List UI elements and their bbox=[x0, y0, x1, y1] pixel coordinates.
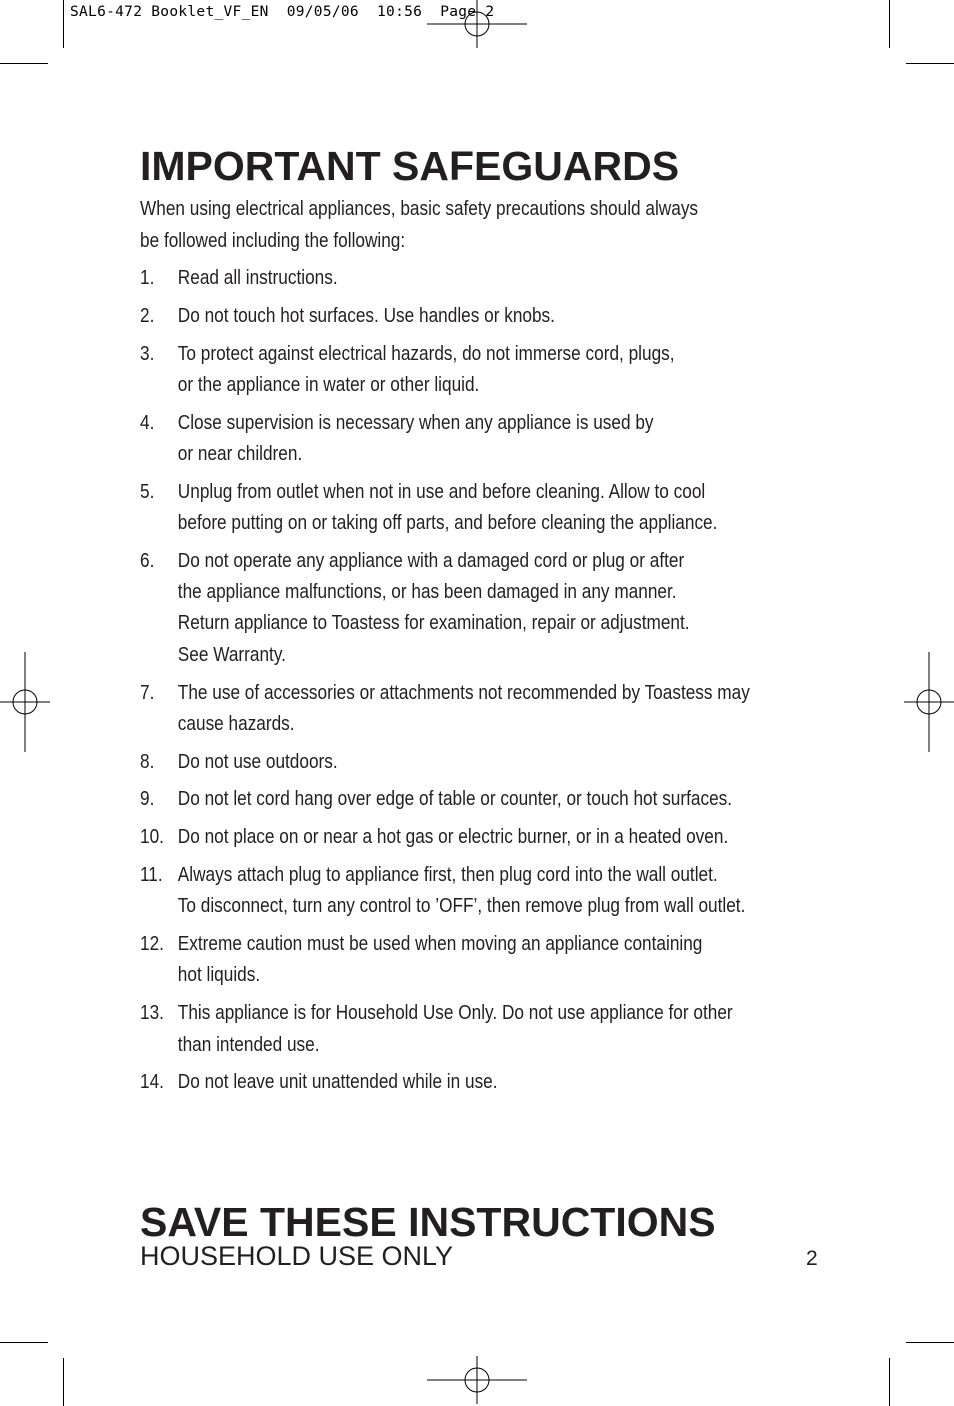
registration-mark-top-icon bbox=[427, 0, 527, 48]
list-item-number: 14. bbox=[140, 1070, 164, 1094]
crop-mark-top-right-horizontal bbox=[906, 63, 954, 64]
list-item-text: Extreme caution must be used when moving an appliance containing hot liquids. bbox=[177, 932, 703, 987]
list-item-number: 1. bbox=[140, 266, 155, 289]
household-use-line: HOUSEHOLD USE ONLY bbox=[140, 1241, 454, 1271]
registration-mark-bottom-icon bbox=[427, 1356, 527, 1404]
list-item-number: 6. bbox=[140, 548, 155, 572]
list-item-text: Always attach plug to appliance first, then plug cord into the wall outlet. To disconnect, turn any control to ’OFF’, then remove plug from wall outlet. bbox=[177, 863, 746, 918]
list-item-number: 10. bbox=[140, 825, 164, 849]
safeguards-list bbox=[140, 262, 812, 1104]
list-item bbox=[140, 476, 812, 539]
list-item bbox=[140, 859, 812, 922]
list-item bbox=[140, 262, 812, 293]
page-number: 2 bbox=[806, 1247, 818, 1270]
list-item-number: 11. bbox=[140, 863, 163, 887]
crop-mark-top-right-vertical bbox=[889, 0, 890, 48]
list-item-text: Do not place on or near a hot gas or electric burner, or in a heated oven. bbox=[177, 825, 729, 849]
registration-mark-left-icon bbox=[0, 652, 50, 752]
list-item-text: Unplug from outlet when not in use and before cleaning. Allow to cool before putting on or taking off parts, and before cleaning the appliance. bbox=[177, 479, 718, 535]
list-item-number: 9. bbox=[140, 787, 155, 811]
list-item-text: Do not use outdoors. bbox=[177, 749, 338, 773]
list-item-text: Do not leave unit unattended while in use. bbox=[177, 1070, 498, 1094]
page-title: IMPORTANT SAFEGUARDS bbox=[140, 143, 680, 189]
list-item-number: 4. bbox=[140, 410, 155, 434]
list-item-text: Do not operate any appliance with a damaged cord or plug or after the appliance malfunctions, or has been damaged in any manner. Return appliance to Toastess for examination, repair or adjustment. See Warranty. bbox=[177, 548, 690, 666]
list-item bbox=[140, 928, 812, 991]
list-item-text: This appliance is for Household Use Only. Do not use appliance for other than intended use. bbox=[177, 1001, 733, 1056]
list-item bbox=[140, 677, 812, 740]
list-item-text: The use of accessories or attachments not recommended by Toastess may cause hazards. bbox=[177, 680, 750, 735]
list-item bbox=[140, 1066, 812, 1097]
list-item bbox=[140, 300, 812, 331]
crop-mark-bottom-right-horizontal bbox=[906, 1342, 954, 1343]
printer-slug-line: SAL6-472 Booklet_VF_EN 09/05/06 10:56 Page 2 bbox=[70, 4, 495, 20]
registration-mark-right-icon bbox=[904, 652, 954, 752]
list-item bbox=[140, 821, 812, 852]
list-item bbox=[140, 407, 812, 470]
crop-mark-top-left-horizontal bbox=[0, 63, 48, 64]
list-item-number: 5. bbox=[140, 479, 155, 503]
crop-mark-bottom-right-vertical bbox=[889, 1358, 890, 1406]
crop-mark-bottom-left-vertical bbox=[63, 1358, 64, 1406]
crop-mark-top-left-vertical bbox=[63, 0, 64, 48]
list-item-number: 7. bbox=[140, 680, 155, 704]
list-item-number: 12. bbox=[140, 932, 164, 956]
list-item-text: Do not let cord hang over edge of table or counter, or touch hot surfaces. bbox=[177, 787, 733, 811]
list-item-text: Do not touch hot surfaces. Use handles or knobs. bbox=[177, 303, 555, 327]
list-item bbox=[140, 997, 812, 1060]
list-item bbox=[140, 746, 812, 777]
list-item bbox=[140, 545, 812, 670]
intro-paragraph: When using electrical appliances, basic safety precautions should always be followed including the following: bbox=[140, 197, 699, 252]
list-item-number: 2. bbox=[140, 303, 155, 327]
list-item bbox=[140, 783, 812, 814]
list-item-text: Close supervision is necessary when any appliance is used by or near children. bbox=[177, 410, 654, 465]
list-item-number: 8. bbox=[140, 749, 155, 773]
list-item-number: 13. bbox=[140, 1001, 164, 1025]
list-item-number: 3. bbox=[140, 341, 155, 365]
list-item-text: Read all instructions. bbox=[177, 266, 338, 289]
crop-mark-bottom-left-horizontal bbox=[0, 1342, 48, 1343]
list-item-text: To protect against electrical hazards, do not immerse cord, plugs, or the appliance in water or other liquid. bbox=[177, 341, 675, 396]
list-item bbox=[140, 338, 812, 401]
save-instructions-heading: SAVE THESE INSTRUCTIONS bbox=[140, 1199, 716, 1245]
